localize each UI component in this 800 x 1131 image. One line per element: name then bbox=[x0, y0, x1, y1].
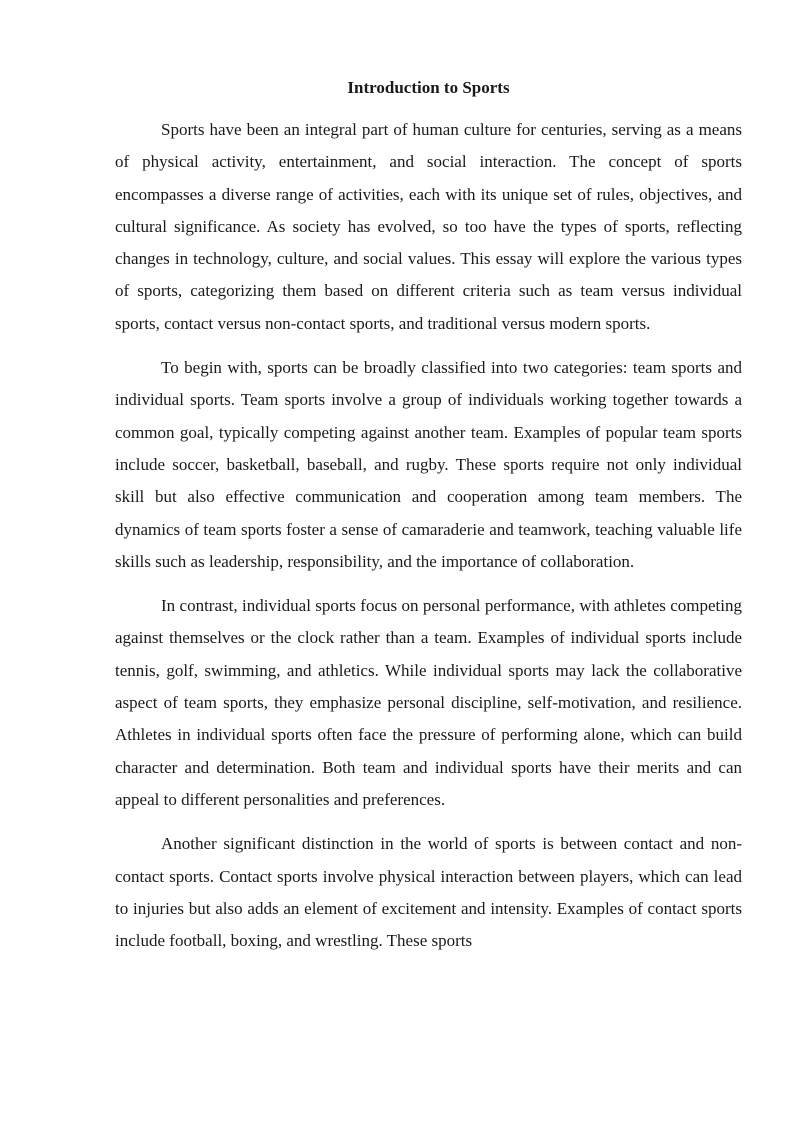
paragraph-individual-sports: In contrast, individual sports focus on personal performance, with athletes competing against themselves or the clock rather than a team. Examples of individual sports include tennis, golf, swimming, and athletics. While individual sports may lack the collaborative aspect of team sports, they emphasize personal discipline, self-motivation, and resilience. Athletes in individual sports often face the pressure of performing alone, which can build character and determination. Both team and individual sports have their merits and can appeal to different personalities and preferences. bbox=[115, 596, 742, 809]
document-title: Introduction to Sports bbox=[347, 78, 510, 97]
paragraph-intro: Sports have been an integral part of human culture for centuries, serving as a means of physical activity, entertainment, and social interaction. The concept of sports encompasses a diverse range of activities, each with its unique set of rules, objectives, and cultural significance. As society has evolved, so too have the types of sports, reflecting changes in technology, culture, and social values. This essay will explore the various types of sports, categorizing them based on different criteria such as team versus individual sports, contact versus non-contact sports, and traditional versus modern sports. bbox=[115, 120, 742, 333]
paragraph-team-individual: To begin with, sports can be broadly classified into two categories: team sports and individual sports. Team sports involve a group of individuals working together towards a common goal, typically competing against another team. Examples of popular team sports include soccer, basketball, baseball, and rugby. These sports require not only individual skill but also effective communication and cooperation among team members. The dynamics of team sports foster a sense of camaraderie and teamwork, teaching valuable life skills such as leadership, responsibility, and the importance of collaboration. bbox=[115, 358, 742, 571]
paragraph-contact-sports: Another significant distinction in the world of sports is between contact and non-contact sports. Contact sports involve physical interaction between players, which can lead to injuries but also adds an element of excitement and intensity. Examples of contact sports include football, boxing, and wrestling. These sports bbox=[115, 834, 742, 951]
